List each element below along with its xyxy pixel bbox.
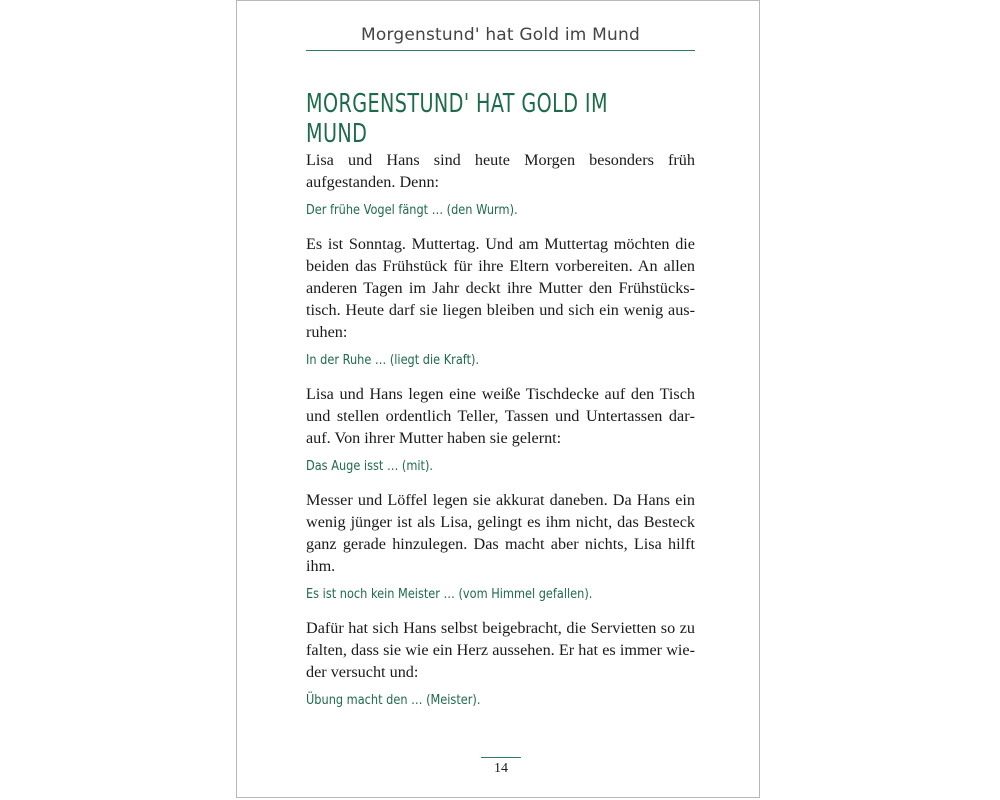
paragraph: Es ist Sonntag. Muttertag. Und am Muttertag möchten die beiden das Frühstück für ihre Eltern vorbereiten. An allen anderen Tagen im Jahr deckt ihre Mutter den Frühstückstisch. Heute darf sie liegen bleiben und sich ein wenig ausruhen: <box>306 235 695 341</box>
saying: Übung macht den … (Meister). <box>306 693 481 708</box>
saying: Der frühe Vogel fängt … (den Wurm). <box>306 203 518 218</box>
folio-rule <box>481 757 521 758</box>
paragraph: Lisa und Hans legen eine weiße Tischdecke auf den Tisch und stellen ordentlich Teller, Tassen und Untertassen darauf. Von ihrer Mutter haben sie gelernt: <box>306 385 695 447</box>
book-page <box>236 0 760 798</box>
paragraph: Messer und Löffel legen sie akkurat daneben. Da Hans ein wenig jünger ist als Lisa, gelingt es ihm nicht, das Besteck ganz gerade hinzulegen. Das macht aber nichts, Lisa hilft ihm. <box>306 491 695 575</box>
running-header: Morgenstund' hat Gold im Mund <box>306 19 695 51</box>
saying: In der Ruhe … (liegt die Kraft). <box>306 353 480 368</box>
saying: Es ist noch kein Meister … (vom Himmel gefallen). <box>306 587 593 602</box>
saying: Das Auge isst … (mit). <box>306 459 433 474</box>
chapter-title: MORGENSTUND' HAT GOLD IM MUND <box>306 89 608 149</box>
paragraph: Dafür hat sich Hans selbst beigebracht, die Servietten so zu falten, dass sie wie ein Herz aussehen. Er hat es immer wieder versucht und: <box>306 619 695 681</box>
paragraph: Lisa und Hans sind heute Morgen besonders früh aufgestanden. Denn: <box>306 151 695 191</box>
body-text <box>306 149 695 723</box>
page-number: 14 <box>494 761 508 776</box>
